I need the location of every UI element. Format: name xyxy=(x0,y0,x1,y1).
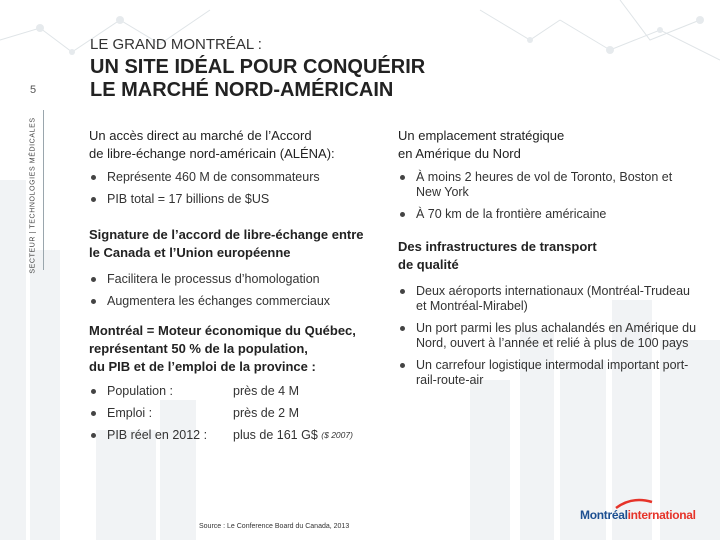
list-item: À 70 km de la frontière américaine xyxy=(398,207,698,222)
stat-note: ($ 2007) xyxy=(321,430,353,440)
montreal-international-logo-icon xyxy=(578,498,696,524)
heading-line: Montréal = Moteur économique du Québec, xyxy=(89,323,356,338)
side-label xyxy=(2,116,64,274)
source-note: Source : Le Conference Board du Canada, 2013 xyxy=(199,523,350,530)
bullet-list xyxy=(398,170,698,222)
section-heading xyxy=(398,238,698,274)
bullet-dot-icon xyxy=(400,289,405,294)
bullet-dot-icon xyxy=(91,197,96,202)
bullet-dot-icon xyxy=(400,212,405,217)
left-section-alena xyxy=(89,127,389,214)
heading-line: Un accès direct au marché de l’Accord xyxy=(89,128,312,143)
bullet-list xyxy=(398,284,698,388)
heading-line: Un emplacement stratégique xyxy=(398,128,565,143)
title-line: LE MARCHÉ NORD-AMÉRICAIN xyxy=(90,79,394,101)
right-section-location xyxy=(398,127,698,229)
list-item: Un port parmi les plus achalandés en Amérique du Nord, ouvert à l’année et relié à plus de 100 pays xyxy=(398,321,698,351)
right-section-infrastructure xyxy=(398,238,698,395)
title-line: UN SITE IDÉAL POUR CONQUÉRIR xyxy=(90,56,426,78)
bullet-dot-icon xyxy=(400,363,405,368)
bullet-dot-icon xyxy=(91,277,96,282)
bullet-dot-icon xyxy=(400,175,405,180)
heading-line: de qualité xyxy=(398,257,459,272)
bullet-dot-icon xyxy=(400,326,405,331)
bullet-dot-icon xyxy=(91,389,96,394)
stat-label: Emploi : xyxy=(107,406,153,420)
side-label-text: SECTEUR | TECHNOLOGIES MÉDICALES xyxy=(29,116,37,274)
stats-list xyxy=(89,384,389,443)
logo-wordmark: Montréalinternational xyxy=(580,508,696,522)
heading-line: du PIB et de l’emploi de la province : xyxy=(89,359,316,374)
bullet-dot-icon xyxy=(91,299,96,304)
list-item: Représente 460 M de consommateurs xyxy=(89,170,389,185)
stat-label: PIB réel en 2012 : xyxy=(107,428,208,442)
list-item: Un carrefour logistique intermodal important port-rail-route-air xyxy=(398,358,698,388)
list-item: Augmentera les échanges commerciaux xyxy=(89,294,389,309)
stat-value: près de 4 M xyxy=(233,384,300,398)
heading-line: Des infrastructures de transport xyxy=(398,239,597,254)
stat-value: plus de 161 G$ xyxy=(233,428,318,442)
page-number: 5 xyxy=(30,84,37,96)
stat-item-pib xyxy=(89,428,389,443)
section-heading xyxy=(89,322,389,376)
stat-value: près de 2 M xyxy=(233,406,300,420)
heading-line: représentant 50 % de la population, xyxy=(89,341,308,356)
left-section-ceta xyxy=(89,226,389,316)
bullet-dot-icon xyxy=(91,175,96,180)
list-item: PIB total = 17 billions de $US xyxy=(89,192,389,207)
stat-item-population xyxy=(89,384,389,399)
heading-line: en Amérique du Nord xyxy=(398,146,521,161)
stat-label: Population : xyxy=(107,384,174,398)
list-item: À moins 2 heures de vol de Toronto, Boston et New York xyxy=(398,170,698,200)
list-item: Deux aéroports internationaux (Montréal-Trudeau et Montréal-Mirabel) xyxy=(398,284,698,314)
section-heading xyxy=(89,226,389,262)
section-heading xyxy=(398,127,698,163)
page-title xyxy=(90,56,425,102)
bullet-list xyxy=(89,272,389,309)
heading-line: de libre-échange nord-américain (ALÉNA): xyxy=(89,146,335,161)
bullet-dot-icon xyxy=(91,411,96,416)
heading-line: le Canada et l’Union européenne xyxy=(89,245,291,260)
heading-line: Signature de l’accord de libre-échange entre xyxy=(89,227,364,242)
page-kicker: LE GRAND MONTRÉAL : xyxy=(90,36,262,53)
section-heading xyxy=(89,127,389,163)
list-item: Facilitera le processus d’homologation xyxy=(89,272,389,287)
left-section-montreal xyxy=(89,322,389,450)
bullet-dot-icon xyxy=(91,433,96,438)
stat-item-emploi xyxy=(89,406,389,421)
bullet-list xyxy=(89,170,389,207)
